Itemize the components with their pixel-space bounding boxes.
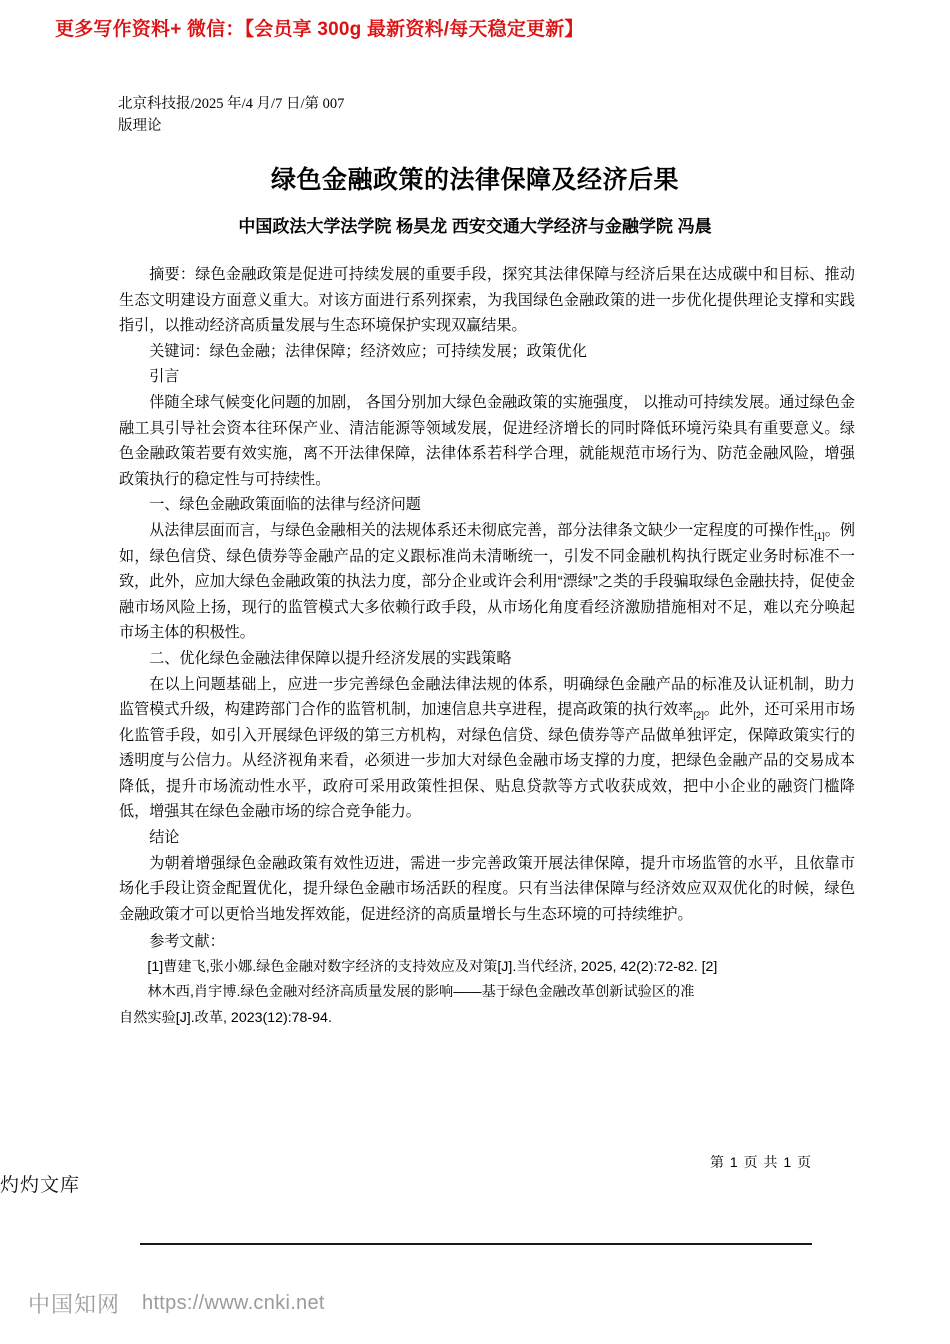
section-two-paragraph: [119, 672, 855, 826]
keywords-line: 关键词：绿色金融；法律保障；经济效应；可持续发展；政策优化: [149, 342, 587, 360]
reference-item-2-line-2: 自然实验[J].改革, 2023(12):78-94.: [119, 1009, 332, 1026]
library-watermark: 灼灼文库: [0, 1175, 81, 1196]
section-one-paragraph: [119, 518, 855, 646]
author-affiliation-line: 中国政法大学法学院 杨昊龙 西安交通大学经济与金融学院 冯晨: [238, 217, 712, 236]
page-number: 第 1 页 共 1 页: [710, 1154, 813, 1170]
section-two-text-a: 在以上问题基础上，应进一步完善绿色金融法律法规的体系，明确绿色金融产品的标准及认证机制，助力监管模式升级，构建跨部门合作的监管机制，加速信息共享进程，提高政策的执行效率: [119, 675, 855, 719]
cnki-footer: [28, 1288, 325, 1319]
footnote-marker-2: [2]: [693, 710, 704, 722]
intro-heading: 引言: [149, 368, 180, 386]
references-heading: 参考文献：: [149, 933, 225, 951]
references-section: [119, 929, 855, 1031]
promo-banner: 更多写作资料+ 微信：【会员享 300g 最新资料/每天稳定更新】: [55, 19, 584, 40]
publication-meta: [118, 93, 638, 137]
page-title: 绿色金融政策的法律保障及经济后果: [270, 166, 679, 194]
section-one-text-b: 。例如，绿色信贷、绿色债券等金融产品的定义跟标准尚未清晰统一，引发不同金融机构执行既定业务时标准不一致，此外，应加大绿色金融政策的执法力度，部分企业或许会利用“漂绿”之类的手段骗取绿色金融扶持，促使金融市场风险上扬，现行的监管模式大多依赖行政手段，从市场化角度看经济激励措施相对不足，难以充分唤起市场主体的积极性。: [119, 521, 855, 642]
reference-item-2-line-1: 林木西,肖宇博.绿色金融对经济高质量发展的影响——基于绿色金融改革创新试验区的准: [147, 984, 695, 1001]
section-one-heading: 一、绿色金融政策面临的法律与经济问题: [149, 496, 421, 514]
abstract-paragraph: 摘要：绿色金融政策是促进可持续发展的重要手段，探究其法律保障与经济后果在达成碳中和目标、推动生态文明建设方面意义重大。对该方面进行系列探索，为我国绿色金融政策的进一步优化提供理论支撑和实践指引，以推动经济高质量发展与生态环境保护实现双赢结果。: [119, 266, 855, 335]
footer-divider: [140, 1243, 812, 1245]
conclusion-heading: 结论: [149, 829, 180, 847]
publication-line-2: 版理论: [118, 118, 162, 134]
section-two-heading: 二、优化绿色金融法律保障以提升经济发展的实践策略: [149, 649, 512, 667]
cnki-name-label: 中国知网: [28, 1292, 121, 1317]
section-one-text-a: 从法律层面而言，与绿色金融相关的法规体系还未彻底完善，部分法律条文缺少一定程度的可操作性: [149, 521, 815, 539]
cnki-url-label: https://www.cnki.net: [142, 1292, 325, 1314]
article-body: [119, 262, 855, 1031]
intro-paragraph: 伴随全球气候变化问题的加剧， 各国分别加大绿色金融政策的实施强度， 以推动可持续发展。通过绿色金融工具引导社会资本往环保产业、清洁能源等领域发展，促进经济增长的同时降低环境污染具有重要意义。绿色金融政策若要有效实施，离不开法律保障，法律体系若科学合理，就能规范市场行为、防范金融风险，增强政策执行的稳定性与可持续性。: [119, 393, 855, 488]
publication-line-1: 北京科技报/2025 年/4 月/7 日/第 007: [118, 96, 345, 112]
section-two-text-b: 。此外，还可采用市场化监管手段，如引入开展绿色评级的第三方机构，对绿色信贷、绿色债券等产品做单独评定，保障政策实行的透明度与公信力。从经济视角来看，必须进一步加大对绿色金融市场支撑的力度，把绿色金融产品的交易成本降低，提升市场流动性水平，政府可采用政策性担保、贴息贷款等方式收获成效，把中小企业的融资门槛降低，增强其在绿色金融市场的综合竞争能力。: [119, 701, 855, 821]
reference-item-1: [1]曹建飞,张小娜.绿色金融对数字经济的支持效应及对策[J].当代经济, 2025, 42(2):72-82. [2]: [147, 959, 718, 976]
footnote-marker-1: [1]: [814, 530, 825, 542]
conclusion-paragraph: 为朝着增强绿色金融政策有效性迈进，需进一步完善政策开展法律保障，提升市场监管的水平，且依靠市场化手段让资金配置优化，提升绿色金融市场活跃的程度。只有当法律保障与经济效应双双优化的时候，绿色金融政策才可以更恰当地发挥效能，促进经济的高质量增长与生态环境的可持续维护。: [119, 854, 855, 923]
